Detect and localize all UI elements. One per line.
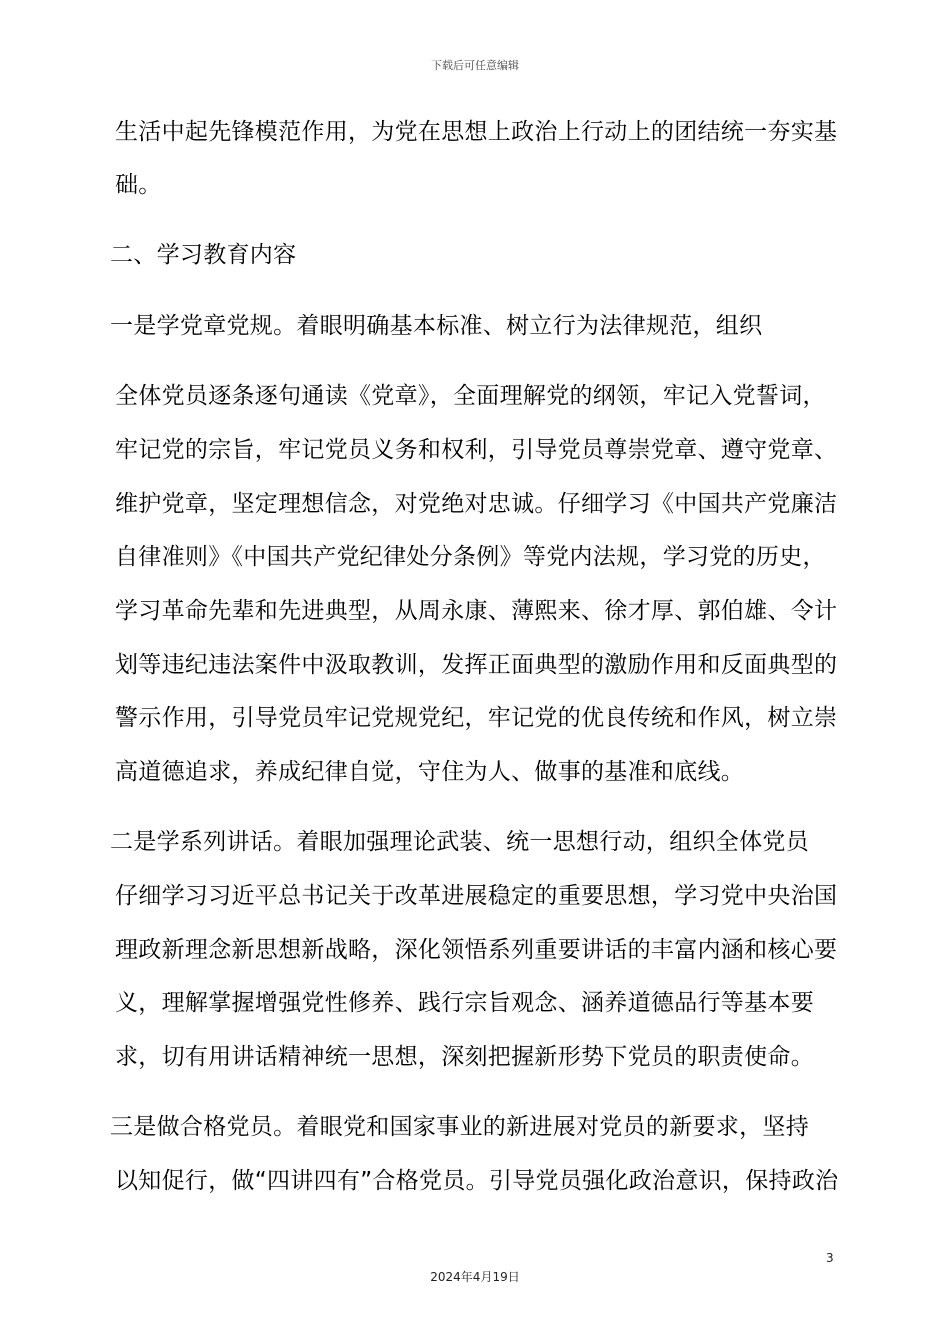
text-line: 生活中起先锋模范作用，为党在思想上政治上行动上的团结统一夯实基 (115, 119, 838, 145)
text-line: 自律准则》《中国共产党纪律处分条例》等党内法规，学习党的历史， (115, 544, 826, 570)
section-heading: 二、学习教育内容 (110, 242, 297, 268)
text-line: 求，切有用讲话精神统一思想，深刻把握新形势下党员的职责使命。 (115, 1044, 814, 1070)
text-line: 理政新理念新思想新战略，深化领悟系列重要讲话的丰富内涵和核心要 (115, 937, 838, 963)
text-line: 仔细学习习近平总书记关于改革进展稳定的重要思想，学习党中央治国 (115, 883, 838, 909)
text-line: 牢记党的宗旨，牢记党员义务和权利，引导党员尊崇党章、遵守党章、 (115, 437, 838, 463)
text-line: 维护党章，坚定理想信念，对党绝对忠诚。仔细学习《中国共产党廉洁 (115, 491, 838, 517)
text-line: 全体党员逐条逐句通读《党章》，全面理解党的纲领，牢记入党誓词， (115, 383, 826, 409)
footer-date: 2024年4月19日 (430, 1270, 520, 1284)
text-line: 三是做合格党员。着眼党和国家事业的新进展对党员的新要求，坚持 (110, 1114, 809, 1140)
text-line: 学习革命先辈和先进典型，从周永康、薄熙来、徐才厚、郭伯雄、令计 (115, 598, 838, 624)
text-line: 义，理解掌握增强党性修养、践行宗旨观念、涵养道德品行等基本要 (115, 990, 814, 1016)
text-line: 高道德追求，养成纪律自觉，守住为人、做事的基准和底线。 (115, 759, 745, 785)
text-line: 警示作用，引导党员牢记党规党纪，牢记党的优良传统和作风，树立崇 (115, 705, 838, 731)
text-line: 划等违纪违法案件中汲取教训，发挥正面典型的激励作用和反面典型的 (115, 652, 838, 678)
text-line: 础。 (115, 172, 162, 198)
page-number: 3 (826, 1251, 834, 1265)
text-line: 以知促行，做“四讲四有”合格党员。引导党员强化政治意识，保持政治 (115, 1168, 839, 1194)
text-line: 二是学系列讲话。着眼加强理论武装、统一思想行动，组织全体党员 (110, 829, 809, 855)
page-header: 下载后可任意编辑 (431, 59, 519, 72)
text-line: 一是学党章党规。着眼明确基本标准、树立行为法律规范，组织 (110, 313, 763, 339)
